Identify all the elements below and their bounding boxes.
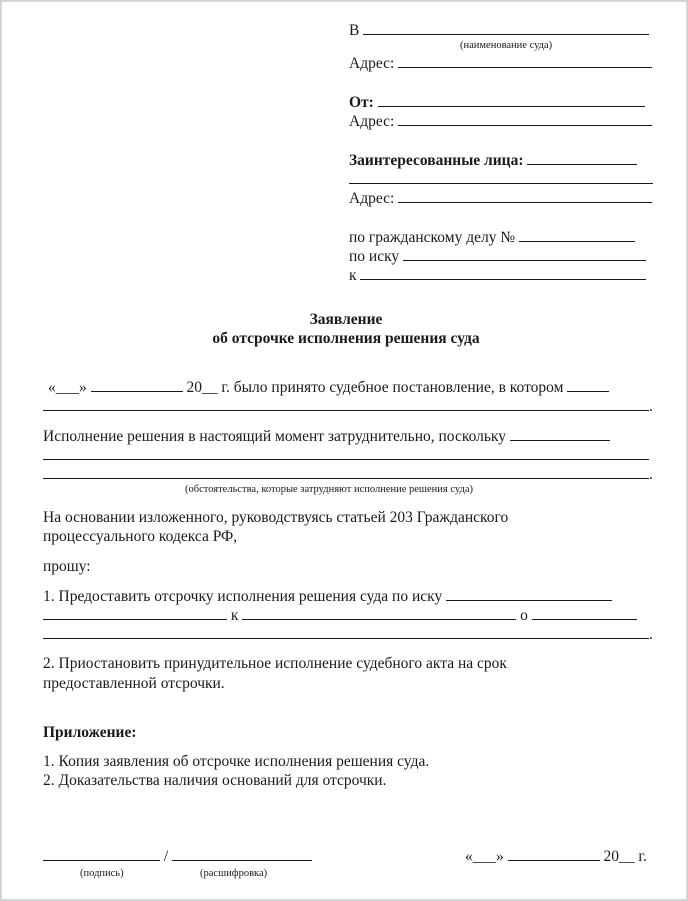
request-label: прошу:: [43, 558, 91, 575]
signature-caption: (подпись): [80, 868, 124, 879]
interested-field-2[interactable]: [349, 170, 653, 184]
from-label: От:: [349, 94, 374, 111]
item-1-defendant-field[interactable]: [242, 606, 516, 620]
interested-address-line: [349, 189, 652, 208]
date-year[interactable]: 20__: [186, 379, 218, 396]
signature-date-suffix: г.: [638, 848, 647, 865]
against-field[interactable]: [360, 266, 646, 280]
from-line: [349, 93, 645, 112]
basis-line-2: процессуального кодекса РФ,: [43, 528, 238, 545]
decision-content-field[interactable]: [567, 378, 609, 392]
interested-line: [349, 151, 637, 170]
item-1-line: [43, 587, 612, 606]
from-address-field[interactable]: [398, 112, 652, 126]
attachments-heading: Приложение:: [43, 724, 137, 741]
claim-field[interactable]: [403, 247, 646, 261]
item-2-line-1: 2. Приостановить принудительное исполнение судебного акта на срок: [43, 655, 507, 672]
attachment-item: 2. Доказательства наличия оснований для отсрочки.: [43, 772, 387, 789]
interested-label: Заинтересованные лица:: [349, 152, 524, 169]
difficulty-line-3: [43, 465, 653, 484]
date-month-field[interactable]: [91, 378, 183, 392]
against-label: к: [349, 267, 357, 284]
court-prefix: В: [349, 22, 360, 39]
difficulty-caption: (обстоятельства, которые затрудняют исполнение решения суда): [185, 484, 473, 495]
period: .: [649, 466, 653, 483]
attachment-item: 1. Копия заявления об отсрочке исполнения решения суда.: [43, 753, 430, 770]
decoding-field[interactable]: [172, 847, 312, 861]
document-subtitle: об отсрочке исполнения решения суда: [212, 330, 480, 347]
address-label: Адрес:: [349, 113, 395, 130]
signature-date-year[interactable]: 20__: [603, 848, 635, 865]
decision-content-line: [43, 397, 653, 416]
difficulty-line: [43, 427, 610, 446]
decision-text: г. было принято судебное постановление, в котором: [221, 379, 564, 396]
item-1-claim-field[interactable]: [446, 587, 612, 601]
item-1-k: к: [230, 607, 239, 624]
difficulty-text: Исполнение решения в настоящий момент затруднительно, поскольку: [43, 428, 506, 445]
item-1-subject-field[interactable]: [532, 606, 637, 620]
item-1-subject-field-2[interactable]: [43, 625, 649, 639]
interested-line-2: [349, 170, 653, 189]
signature-date-month-field[interactable]: [508, 847, 600, 861]
signature-slash: /: [163, 848, 169, 865]
court-name-field[interactable]: [363, 21, 649, 35]
period: .: [649, 398, 653, 415]
item-1-plaintiff-field[interactable]: [43, 606, 227, 620]
difficulty-field[interactable]: [510, 427, 610, 441]
period: .: [649, 626, 653, 643]
decision-content-field-2[interactable]: [43, 397, 649, 411]
interested-address-field[interactable]: [398, 189, 652, 203]
difficulty-field-3[interactable]: [43, 465, 649, 479]
document-title: Заявление: [309, 311, 383, 328]
item-2-line-2: предоставленной отсрочки.: [43, 675, 225, 692]
address-label: Адрес:: [349, 190, 395, 207]
court-line: [349, 21, 649, 40]
from-address-line: [349, 112, 652, 131]
decision-date-line: [48, 378, 609, 397]
signature-date-day[interactable]: «___»: [465, 848, 504, 865]
signature-line: [43, 847, 312, 866]
case-number-line: [349, 228, 635, 247]
case-number-field[interactable]: [519, 228, 635, 242]
against-line: [349, 266, 646, 285]
difficulty-field-2[interactable]: [43, 446, 649, 460]
item-1-text: 1. Предоставить отсрочку исполнения решения суда по иску: [43, 588, 443, 605]
claim-line: [349, 247, 646, 266]
difficulty-line-2: [43, 446, 649, 465]
case-label: по гражданскому делу №: [349, 229, 516, 246]
interested-field[interactable]: [527, 151, 637, 165]
date-day[interactable]: «___»: [48, 379, 87, 396]
basis-line-1: На основании изложенного, руководствуясь статьей 203 Гражданского: [43, 509, 509, 526]
item-1-line-3: [43, 625, 653, 644]
court-caption: (наименование суда): [460, 40, 553, 51]
item-1-line-2: [43, 606, 637, 625]
item-1-o: о: [520, 607, 528, 624]
address-label: Адрес:: [349, 55, 395, 72]
signature-field[interactable]: [43, 847, 160, 861]
claim-label: по иску: [349, 248, 400, 265]
court-address-line: [349, 54, 652, 73]
from-field[interactable]: [378, 93, 645, 107]
court-address-field[interactable]: [398, 54, 652, 68]
signature-date-line: [465, 847, 647, 866]
decoding-caption: (расшифровка): [200, 868, 268, 879]
